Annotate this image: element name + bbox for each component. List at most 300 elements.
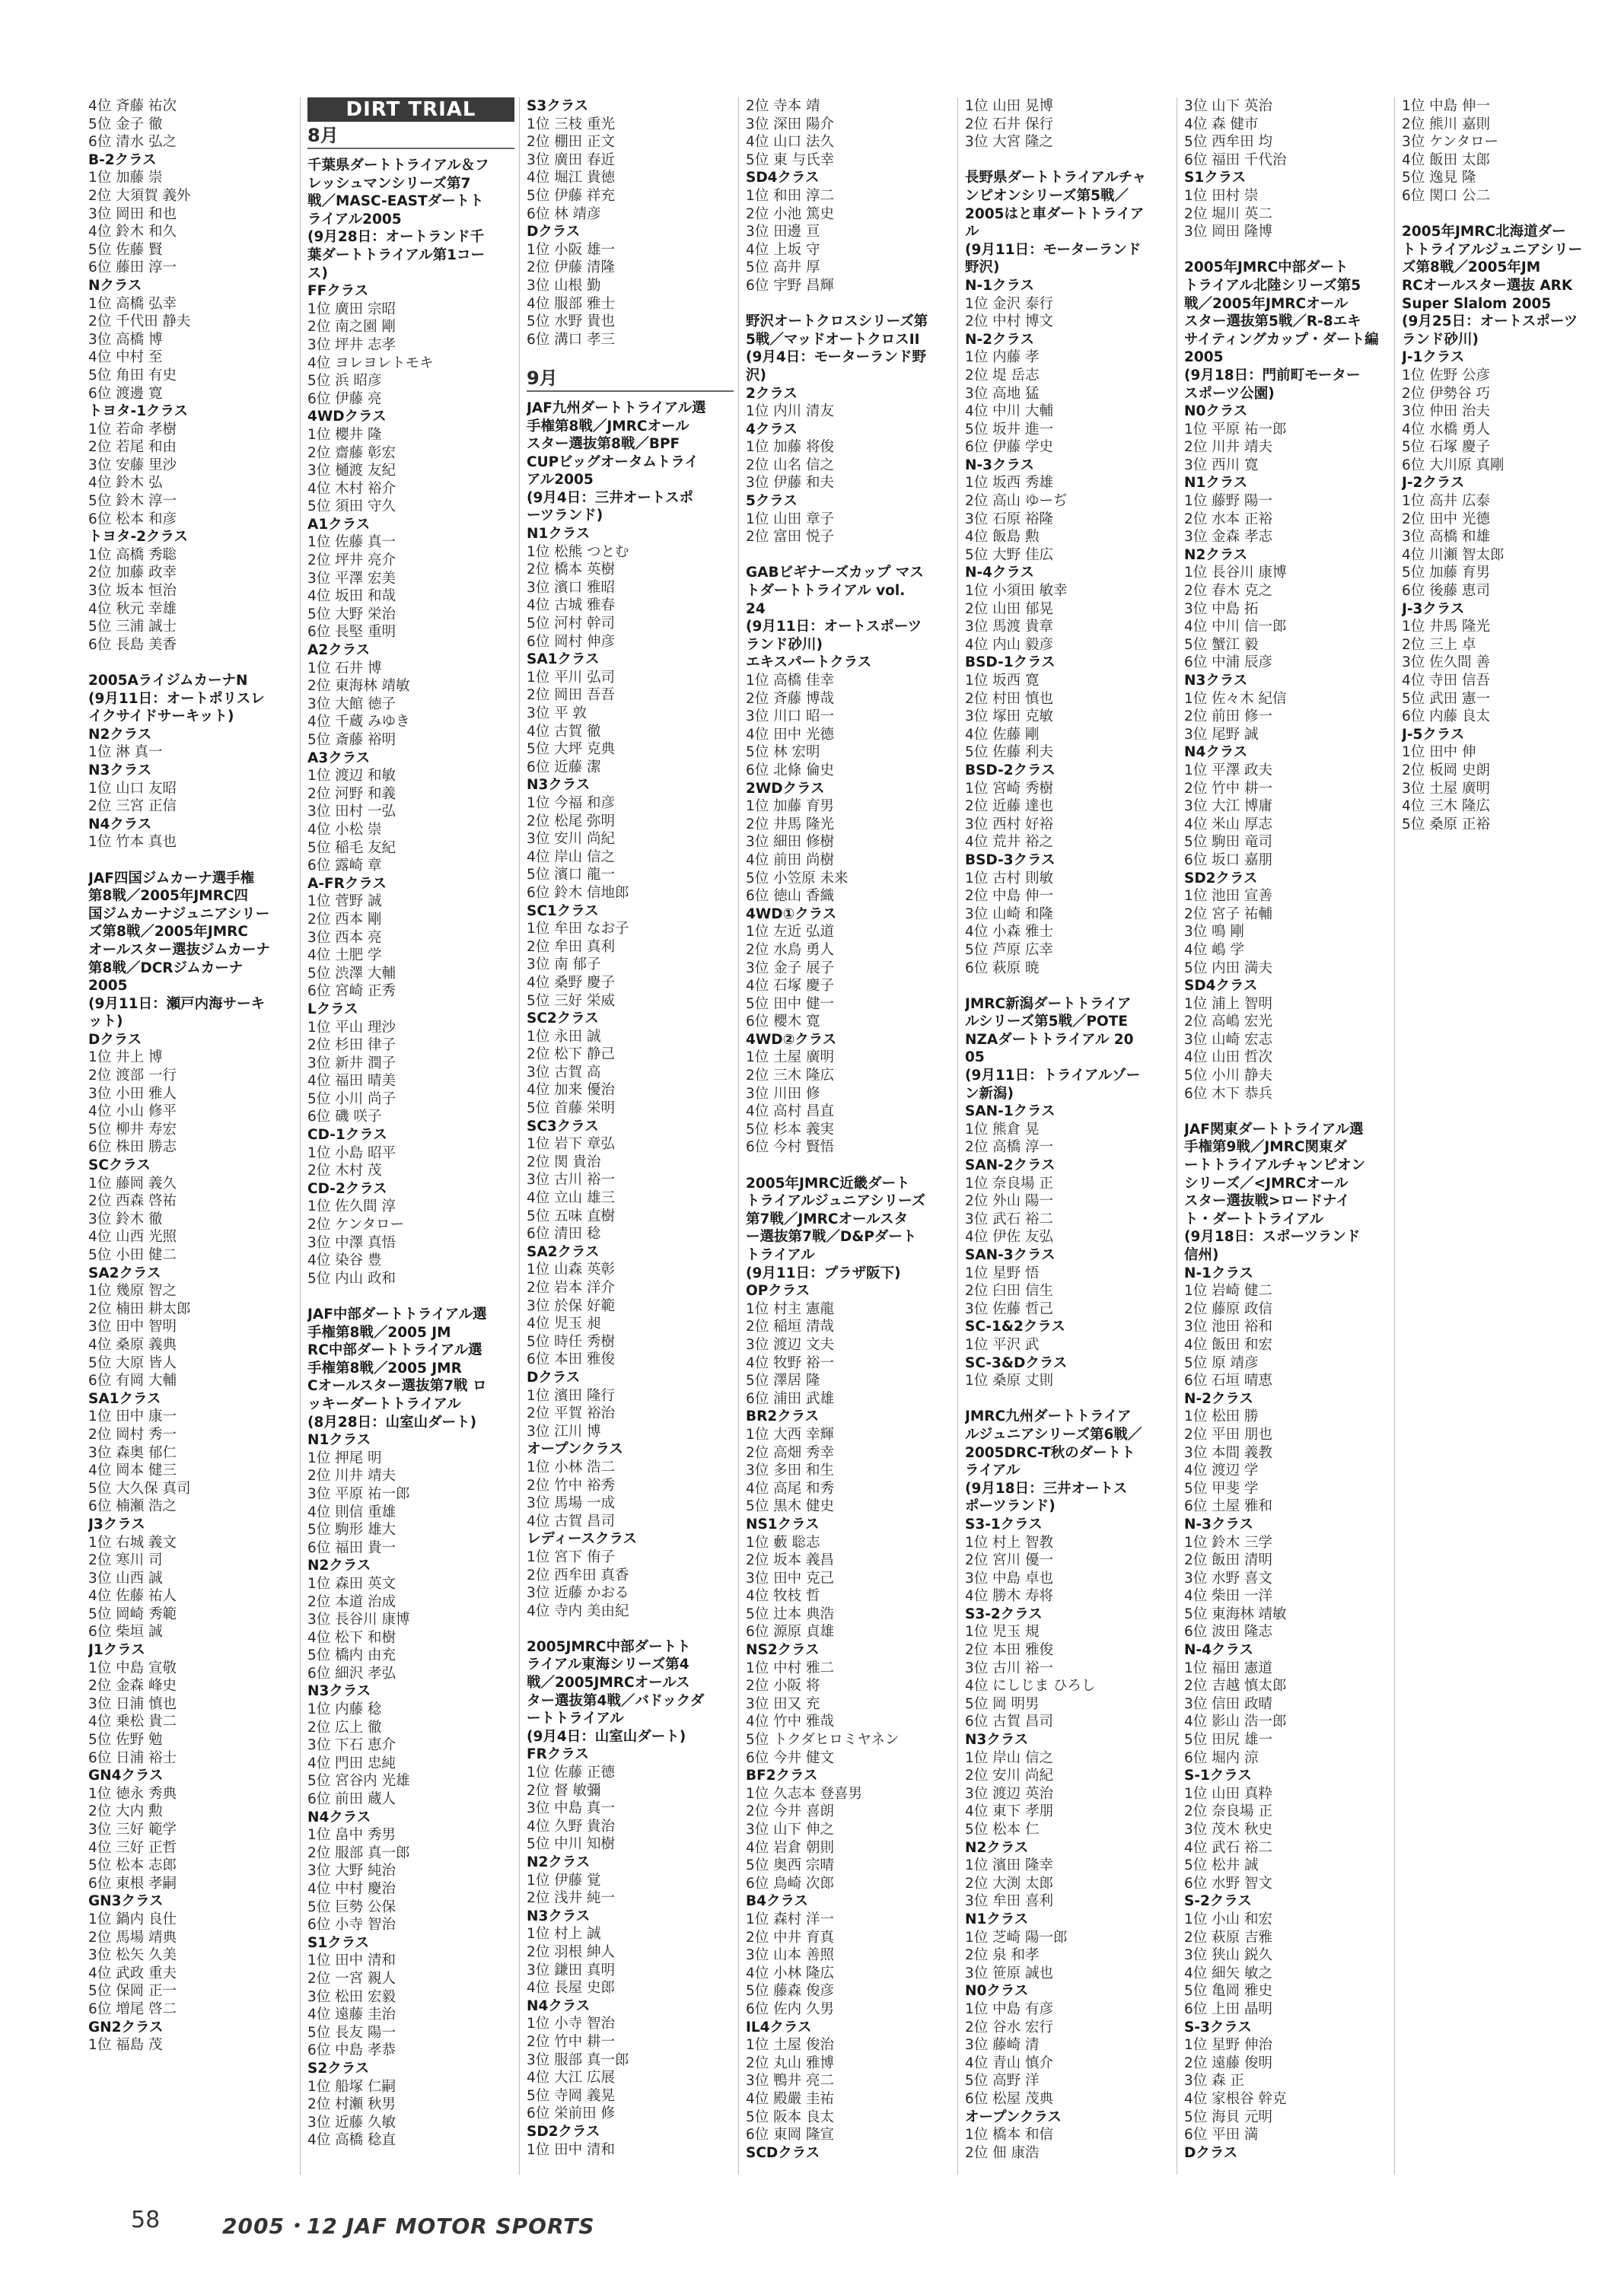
- result-line: 2位 大須賀 義外: [88, 187, 191, 204]
- result-line: 3位 信田 政晴: [1184, 1695, 1273, 1712]
- result-line: 1位 桑原 丈則: [965, 1373, 1054, 1389]
- result-line: 5位 岡崎 秀範: [88, 1606, 177, 1622]
- result-line: 3位 石原 裕隆: [965, 511, 1054, 527]
- result-line: 6位 宇野 昌輝: [746, 277, 835, 294]
- result-line: 4位 前田 尚樹: [746, 851, 835, 868]
- class-heading: B-2クラス: [88, 151, 157, 168]
- event-heading-line: (9月4日：モーターランド野: [746, 349, 926, 366]
- column-divider: [738, 97, 739, 2175]
- class-heading: N1クラス: [527, 526, 591, 543]
- result-line: 5位 高野 洋: [965, 2073, 1040, 2090]
- result-line: 4位 田中 光德: [746, 726, 835, 743]
- result-line: 1位 岸山 信之: [965, 1749, 1054, 1766]
- result-line: 4位 家根谷 幹克: [1184, 2090, 1287, 2107]
- result-line: 2位 中村 博文: [965, 314, 1054, 330]
- month-heading: 9月: [527, 367, 734, 392]
- result-line: 3位 大野 純治: [307, 1863, 396, 1880]
- result-line: 6位 大川原 真剛: [1402, 457, 1505, 473]
- result-line: 4位 中川 大輔: [965, 403, 1054, 420]
- result-line: 4位 森 健市: [1184, 116, 1259, 132]
- event-heading-line: RCオールスター選抜 ARK: [1402, 277, 1573, 294]
- event-heading-line: (9月11日：瀬戸内海サーキ: [88, 995, 266, 1012]
- result-line: 5位 松本 志郎: [88, 1857, 177, 1874]
- class-heading: N3クラス: [88, 762, 152, 778]
- result-line: 1位 内藤 孝: [965, 349, 1040, 366]
- result-line: 3位 森 正: [1184, 2073, 1245, 2090]
- event-heading-line: トダートトライアル vol.: [746, 583, 906, 600]
- result-line: 1位 廣田 宗昭: [307, 301, 396, 317]
- result-line: 2位 春木 克之: [1184, 583, 1273, 600]
- result-line: 1位 徳永 秀典: [88, 1785, 177, 1802]
- result-line: 2位 高畑 秀幸: [746, 1444, 835, 1461]
- result-line: 4位 牧枝 哲: [746, 1588, 820, 1605]
- result-line: 1位 中村 雅二: [746, 1660, 835, 1676]
- event-heading-line: 葉ダートトライアル第1コー: [307, 247, 486, 263]
- results-column: [965, 97, 1172, 2162]
- result-line: 2位 堀川 英二: [1184, 205, 1273, 222]
- result-line: 2位 平田 朋也: [1184, 1426, 1273, 1443]
- result-line: 3位 池田 裕和: [1184, 1319, 1273, 1335]
- result-line: 2位 小阪 将: [746, 1678, 820, 1695]
- class-heading: S-3クラス: [1184, 2019, 1252, 2036]
- class-heading: SC-3&Dクラス: [965, 1354, 1068, 1371]
- result-line: 2位 吉越 慎太郎: [1184, 1678, 1287, 1695]
- event-heading-line: (8月28日：山室山ダート): [307, 1414, 477, 1431]
- event-heading-line: 24: [746, 600, 766, 617]
- result-line: 1位 藤岡 義久: [88, 1175, 177, 1192]
- class-heading: NS1クラス: [746, 1516, 820, 1533]
- result-line: 5位 三好 栄威: [527, 992, 616, 1009]
- result-line: 2位 大渕 太郎: [965, 1875, 1054, 1892]
- result-line: 1位 村上 智教: [965, 1534, 1054, 1551]
- result-line: 2位 楠田 耕太郎: [88, 1300, 191, 1317]
- result-line: 3位 日浦 慎也: [88, 1695, 177, 1712]
- class-heading: 4クラス: [746, 421, 798, 438]
- result-line: 6位 福田 千代治: [1184, 151, 1287, 168]
- class-heading: N0クラス: [965, 1983, 1029, 2000]
- result-line: 1位 池田 宣善: [1184, 888, 1273, 905]
- result-line: 4位 三好 正哲: [88, 1839, 177, 1856]
- result-line: 3位 川田 修: [746, 1085, 820, 1102]
- result-line: 3位 ケンタロー: [1402, 134, 1498, 151]
- result-line: 4位 嶋 学: [1184, 941, 1245, 958]
- result-line: 3位 多田 和生: [746, 1463, 835, 1479]
- class-heading: J-2クラス: [1402, 475, 1465, 492]
- class-heading: NS2クラス: [746, 1642, 820, 1659]
- class-heading: 4WDクラス: [307, 409, 387, 425]
- class-heading: N4クラス: [88, 816, 152, 832]
- result-line: 5位 渋澤 大輔: [307, 965, 396, 982]
- class-heading: N-3クラス: [1184, 1516, 1253, 1533]
- result-line: 1位 森村 洋一: [746, 1911, 835, 1927]
- class-heading: 2WDクラス: [746, 780, 825, 797]
- event-heading-line: アル2005: [527, 472, 594, 489]
- result-line: 5位 辻本 典浩: [746, 1606, 835, 1622]
- result-line: 6位 源原 貞雄: [746, 1624, 835, 1641]
- class-heading: J3クラス: [88, 1516, 145, 1533]
- result-line: 2位 広上 徹: [307, 1719, 382, 1736]
- result-line: 1位 今福 和彦: [527, 794, 616, 811]
- class-heading: BF2クラス: [746, 1768, 818, 1784]
- event-heading-line: ズ第8戦／2005年JMRC: [88, 924, 248, 941]
- class-heading: SAN-1クラス: [965, 1103, 1056, 1120]
- result-line: 5位 巨勢 公保: [307, 1899, 396, 1915]
- result-line: 4位 上坂 守: [746, 241, 820, 258]
- result-line: 4位 渡辺 学: [1184, 1463, 1259, 1479]
- result-line: 4位 福田 晴美: [307, 1073, 396, 1090]
- result-line: 2位 近藤 達也: [965, 798, 1054, 815]
- result-line: 3位 尾野 誠: [1184, 726, 1259, 743]
- class-heading: N3クラス: [307, 1683, 371, 1700]
- class-heading: FFクラス: [307, 283, 369, 300]
- result-line: 2位 中島 伸一: [965, 888, 1054, 905]
- result-line: 1位 星野 伸治: [1184, 2037, 1273, 2054]
- class-heading: J1クラス: [88, 1642, 145, 1659]
- result-line: 4位 飯田 太郎: [1402, 151, 1491, 168]
- result-line: 4位 高橋 稔直: [307, 2132, 396, 2149]
- result-line: 6位 東岡 隆宣: [746, 2127, 835, 2144]
- class-heading: N-4クラス: [965, 565, 1034, 581]
- result-line: 3位 田邊 亘: [746, 224, 820, 240]
- result-line: 6位 佐内 久男: [746, 2000, 835, 2017]
- event-heading-line: ルジュニアシリーズ第6戦／: [965, 1426, 1142, 1443]
- month-heading: 8月: [307, 124, 514, 149]
- class-heading: OPクラス: [746, 1283, 810, 1300]
- result-line: 6位 堀内 涼: [1184, 1749, 1259, 1766]
- result-line: 6位 伊藤 亮: [307, 390, 382, 407]
- class-heading: エキスパートクラス: [746, 654, 872, 671]
- result-line: 2位 山名 信之: [746, 457, 835, 473]
- class-heading: N-1クラス: [965, 277, 1034, 294]
- result-line: 3位 廣田 春近: [527, 151, 616, 168]
- column-divider: [519, 97, 520, 2175]
- class-heading: 5クラス: [746, 493, 798, 510]
- result-line: 1位 牟田 なお子: [527, 921, 629, 937]
- result-line: 6位 松本 和彦: [88, 511, 177, 527]
- result-line: 1位 幾原 智之: [88, 1283, 177, 1300]
- result-line: 1位 土屋 廣明: [746, 1049, 835, 1066]
- spacer: [965, 151, 1172, 170]
- class-heading: S1クラス: [307, 1934, 370, 1951]
- event-heading-line: 手権第8戦／2005 JM: [307, 1324, 451, 1341]
- result-line: 5位 蟹江 毅: [1184, 636, 1259, 653]
- result-line: 1位 山口 友昭: [88, 780, 177, 797]
- result-line: 3位 西川 寛: [1184, 457, 1259, 473]
- result-line: 2位 田中 光德: [1402, 511, 1491, 527]
- result-line: 3位 金子 展子: [746, 960, 835, 976]
- result-line: 2位 浅井 純一: [527, 1890, 616, 1907]
- event-heading-line: 野沢オートクロスシリーズ第: [746, 314, 928, 330]
- result-line: 5位 佐藤 賢: [88, 241, 163, 258]
- result-line: 2位 村田 慎也: [965, 690, 1054, 707]
- result-line: 4位 青山 慎介: [965, 2055, 1054, 2071]
- result-line: 3位 田中 克己: [746, 1570, 835, 1587]
- result-line: 5位 坂井 進一: [965, 421, 1054, 438]
- class-heading: N2クラス: [88, 726, 152, 743]
- result-line: 6位 伊藤 学史: [965, 439, 1054, 456]
- class-heading: BSD-3クラス: [965, 851, 1056, 868]
- result-line: 3位 山西 誠: [88, 1570, 163, 1587]
- class-heading: N0クラス: [1184, 403, 1248, 420]
- result-line: 1位 平澤 政夫: [1184, 762, 1273, 778]
- class-heading: オープンクラス: [527, 1441, 623, 1458]
- result-line: 5位 大久保 真司: [88, 1480, 191, 1497]
- class-heading: S-2クラス: [1184, 1893, 1252, 1910]
- result-line: 1位 松田 勝: [1184, 1408, 1259, 1425]
- result-line: 1位 平原 祐一郎: [1184, 421, 1287, 438]
- result-line: 2位 若尾 和由: [88, 439, 177, 456]
- event-heading-line: 手権第8戦／2005 JMR: [307, 1360, 462, 1377]
- result-line: 2位 河野 和義: [307, 785, 396, 802]
- result-line: 2位 水鳥 勇人: [746, 941, 835, 958]
- result-line: 3位 服部 真一郎: [527, 2051, 629, 2068]
- result-line: 6位 株田 勝志: [88, 1139, 177, 1156]
- result-line: 4位 土肥 学: [307, 947, 382, 964]
- class-heading: CD-1クラス: [307, 1127, 387, 1144]
- class-heading: A2クラス: [307, 642, 371, 659]
- result-line: 3位 馬渡 貴章: [965, 619, 1054, 635]
- result-line: 3位 鎌田 真明: [527, 1962, 616, 1978]
- result-line: 1位 佐藤 真一: [307, 534, 396, 551]
- result-line: 1位 山田 章子: [746, 511, 835, 527]
- result-line: 5位 佐野 勉: [88, 1732, 163, 1749]
- result-line: 6位 磯 咲子: [307, 1109, 382, 1125]
- class-heading: SA2クラス: [88, 1265, 161, 1281]
- result-line: 3位 安川 尚紀: [527, 831, 616, 848]
- event-heading-line: 2005年JMRC中部ダート: [1184, 259, 1349, 276]
- result-line: 6位 長島 美香: [88, 636, 177, 653]
- result-line: 3位 三好 範学: [88, 1822, 177, 1838]
- event-heading-line: ッキーダートトライアル: [307, 1396, 461, 1412]
- result-line: 6位 日浦 裕士: [88, 1749, 177, 1766]
- result-line: 4位 勝木 寿将: [965, 1588, 1054, 1605]
- result-line: 2位 前田 修一: [1184, 708, 1273, 725]
- result-line: 5位 奥西 宗晴: [746, 1857, 835, 1874]
- event-heading-line: イクサイドサーキット): [88, 708, 234, 725]
- result-line: 1位 伊藤 覚: [527, 1872, 601, 1889]
- result-line: 2位 牟田 真利: [527, 938, 616, 955]
- event-heading-line: ートトライアル: [527, 1711, 624, 1727]
- result-line: 2位 小池 篤史: [746, 205, 835, 222]
- result-line: 1位 平山 理沙: [307, 1019, 396, 1036]
- result-line: 2位 高嶋 宏光: [1184, 1014, 1273, 1030]
- result-line: 2位 板岡 史朗: [1402, 762, 1491, 778]
- results-column: [307, 97, 514, 2150]
- result-line: 2位 坂本 義昌: [746, 1552, 835, 1569]
- result-line: 3位 渡辺 英治: [965, 1785, 1054, 1802]
- result-line: 4位 柴田 一洋: [1184, 1588, 1273, 1605]
- event-heading-line: ポーツランド): [965, 1498, 1056, 1515]
- result-line: 5位 小川 静夫: [1184, 1068, 1273, 1084]
- result-line: 5位 大原 皆人: [88, 1354, 177, 1371]
- result-line: 1位 三枝 重光: [527, 116, 616, 132]
- result-line: 5位 小笠原 未来: [746, 870, 849, 886]
- class-heading: SCクラス: [88, 1157, 151, 1174]
- result-line: 3位 高橋 和雄: [1402, 529, 1491, 546]
- result-line: 2位 臼田 信生: [965, 1283, 1054, 1300]
- result-line: 1位 田中 清和: [307, 1953, 396, 1969]
- event-heading-line: (9月4日：三井オートスポ: [527, 489, 694, 506]
- result-line: 1位 内藤 稔: [307, 1701, 382, 1718]
- event-heading-line: ズ第8戦／2005年JM: [1402, 259, 1541, 276]
- result-line: 2位 村瀬 秋男: [307, 2096, 396, 2113]
- result-line: 5位 黒木 健史: [746, 1498, 835, 1515]
- event-heading-line: 野沢): [965, 259, 1000, 276]
- result-line: 2位 萩原 吉雅: [1184, 1929, 1273, 1946]
- result-line: 4位 秋元 幸雄: [88, 600, 177, 617]
- event-heading-line: ー選抜第7戦／D&Pダート: [746, 1229, 917, 1246]
- result-line: 3位 南 郁子: [527, 956, 601, 973]
- result-line: 4位 武石 裕二: [1184, 1839, 1273, 1856]
- result-line: 3位 濱口 雅昭: [527, 579, 616, 596]
- result-line: 6位 石垣 晴恵: [1184, 1373, 1273, 1389]
- result-line: 6位 藤田 淳一: [88, 259, 177, 276]
- result-line: 5位 時任 秀樹: [527, 1333, 616, 1350]
- event-heading-line: スポーツ公園): [1184, 385, 1275, 402]
- results-column: [88, 97, 295, 2055]
- result-line: 6位 松屋 茂典: [965, 2090, 1054, 2107]
- result-line: 6位 東根 孝嗣: [88, 1875, 177, 1892]
- result-line: 2位 東海林 靖敏: [307, 678, 410, 695]
- result-line: 3位 塚田 克敏: [965, 708, 1054, 725]
- result-line: 6位 櫻木 寛: [746, 1014, 820, 1030]
- results-column: [1184, 97, 1391, 2162]
- class-heading: 4WD①クラス: [746, 906, 837, 922]
- spacer: [1184, 241, 1391, 259]
- result-line: 1位 田中 康一: [88, 1408, 177, 1425]
- result-line: 5位 大坪 克典: [527, 741, 616, 758]
- result-line: 6位 宮崎 正秀: [307, 983, 396, 1000]
- class-heading: トヨタ-1クラス: [88, 403, 188, 420]
- result-line: 3位 松田 宏毅: [307, 1988, 396, 2005]
- result-line: 5位 芦原 広幸: [965, 941, 1054, 958]
- spacer: [88, 851, 295, 870]
- result-line: 6位 鈴木 信地郎: [527, 884, 629, 901]
- event-heading-line: トライアルジュニアシリーズ: [746, 1193, 926, 1210]
- result-line: 3位 水野 喜文: [1184, 1570, 1273, 1587]
- result-line: 2位 稲垣 清哉: [746, 1319, 835, 1335]
- class-heading: N3クラス: [1184, 673, 1248, 689]
- spacer: [1184, 1103, 1391, 1121]
- result-line: 1位 加藤 育男: [746, 798, 835, 815]
- event-heading-line: GABビギナーズカップ マス: [746, 565, 924, 581]
- result-line: 5位 松井 誠: [1184, 1857, 1259, 1874]
- result-line: 2位 高橋 淳一: [965, 1139, 1054, 1156]
- event-heading-line: RC中部ダートトライアル選: [307, 1342, 482, 1359]
- event-heading-line: (9月11日：トライアルゾー: [965, 1068, 1141, 1084]
- result-line: 4位 山口 法久: [746, 134, 835, 151]
- result-line: 4位 水橋 勇人: [1402, 421, 1491, 438]
- result-line: 6位 溝口 孝三: [527, 331, 616, 348]
- event-heading-line: 2005: [88, 978, 128, 995]
- result-line: 2位 岩本 洋介: [527, 1280, 616, 1296]
- result-line: 2位 杉田 律子: [307, 1037, 396, 1054]
- result-line: 1位 鈴木 三学: [1184, 1534, 1273, 1551]
- result-line: 2位 千代田 静夫: [88, 314, 191, 330]
- result-line: 2位 三宮 正信: [88, 798, 177, 815]
- result-line: 5位 首藤 栄明: [527, 1100, 616, 1117]
- class-heading: N-2クラス: [1184, 1390, 1253, 1407]
- class-heading: J-3クラス: [1402, 600, 1465, 617]
- result-line: 1位 井馬 隆光: [1402, 619, 1491, 635]
- result-line: 2位 高山 ゆーぢ: [965, 493, 1068, 510]
- event-heading-line: (9月28日：オートランド千: [307, 229, 485, 246]
- class-heading: Dクラス: [88, 1031, 142, 1048]
- class-heading: SC-1&2クラス: [965, 1319, 1065, 1335]
- event-heading-line: ランド砂川): [746, 636, 823, 653]
- result-line: 4位 武政 重夫: [88, 1965, 177, 1981]
- result-line: 4位 松下 和樹: [307, 1629, 396, 1646]
- class-heading: BSD-2クラス: [965, 762, 1056, 778]
- result-line: 4位 小松 崇: [307, 821, 382, 838]
- result-line: 3位 佐久間 善: [1402, 654, 1491, 671]
- result-line: 1位 岩下 章弘: [527, 1136, 616, 1153]
- result-line: 1位 小島 昭平: [307, 1144, 396, 1161]
- event-heading-line: ートトライアルチャンピオン: [1184, 1157, 1366, 1174]
- event-heading-line: (9月18日：三井オートス: [965, 1480, 1128, 1497]
- event-heading-line: 長野県ダートトライアルチャ: [965, 170, 1147, 186]
- class-heading: 2クラス: [746, 385, 798, 402]
- class-heading: トヨタ-2クラス: [88, 529, 188, 546]
- event-heading-line: (9月18日：門前町モーター: [1184, 367, 1361, 384]
- class-heading: BR2クラス: [746, 1408, 820, 1425]
- result-line: 4位 佐藤 祐人: [88, 1588, 177, 1605]
- result-line: 4位 桑原 義典: [88, 1336, 177, 1353]
- result-line: 6位 坂口 嘉朋: [1184, 851, 1273, 868]
- result-line: 6位 増尾 啓二: [88, 2000, 177, 2017]
- event-heading-line: レッシュマンシリーズ第7: [307, 175, 471, 192]
- class-heading: Dクラス: [1184, 2144, 1238, 2161]
- result-line: 5位 内山 政和: [307, 1270, 396, 1287]
- result-line: 1位 浦上 智明: [1184, 995, 1273, 1012]
- result-line: 2位 棚田 正文: [527, 134, 616, 151]
- result-line: 3位 本間 義教: [1184, 1444, 1273, 1461]
- result-line: 3位 高橋 博: [88, 331, 163, 348]
- result-line: 1位 平川 弘司: [527, 669, 616, 686]
- result-line: 5位 小川 尚子: [307, 1090, 396, 1107]
- result-line: 4位 中川 信一郎: [1184, 619, 1287, 635]
- result-line: 1位 橋本 和信: [965, 2127, 1054, 2144]
- result-line: 5位 東海林 靖敏: [1184, 1606, 1287, 1622]
- result-line: 2位 西森 啓祐: [88, 1193, 177, 1210]
- event-heading-line: スター選抜第8戦／BPF: [527, 436, 680, 453]
- result-line: 4位 石塚 慶子: [746, 978, 835, 995]
- event-heading-line: 戦／2005年JMRCオール: [1184, 295, 1349, 312]
- result-line: 5位 五味 直樹: [527, 1208, 616, 1224]
- results-column: [527, 97, 734, 2159]
- result-line: 4位 古賀 昌司: [527, 1513, 616, 1529]
- result-line: 4位 乗松 貴二: [88, 1714, 177, 1730]
- result-line: 1位 田村 崇: [1184, 187, 1259, 204]
- result-line: 1位 櫻井 隆: [307, 426, 382, 443]
- result-line: 3位 岡田 隆博: [1184, 224, 1273, 240]
- result-line: 6位 平田 満: [1184, 2127, 1259, 2144]
- event-heading-line: オールスター選抜ジムカーナ: [88, 941, 270, 958]
- result-line: 4位 古城 雅春: [527, 597, 616, 614]
- section-banner: DIRT TRIAL: [307, 97, 514, 122]
- class-heading: A3クラス: [307, 750, 371, 766]
- result-line: 4位 殿嚴 圭祐: [746, 2090, 835, 2107]
- event-heading-line: サイティングカップ・ダート編: [1184, 331, 1379, 348]
- class-heading: N3クラス: [965, 1732, 1029, 1749]
- result-line: 1位 中島 有彦: [965, 2000, 1054, 2017]
- class-heading: SC2クラス: [527, 1011, 599, 1027]
- result-line: 5位 小田 健二: [88, 1247, 177, 1263]
- event-heading-line: ット): [88, 1014, 123, 1030]
- result-line: 4位 飯田 和宏: [1184, 1336, 1273, 1353]
- result-line: 5位 杉本 義実: [746, 1121, 835, 1138]
- result-line: 6位 古賀 昌司: [965, 1714, 1054, 1730]
